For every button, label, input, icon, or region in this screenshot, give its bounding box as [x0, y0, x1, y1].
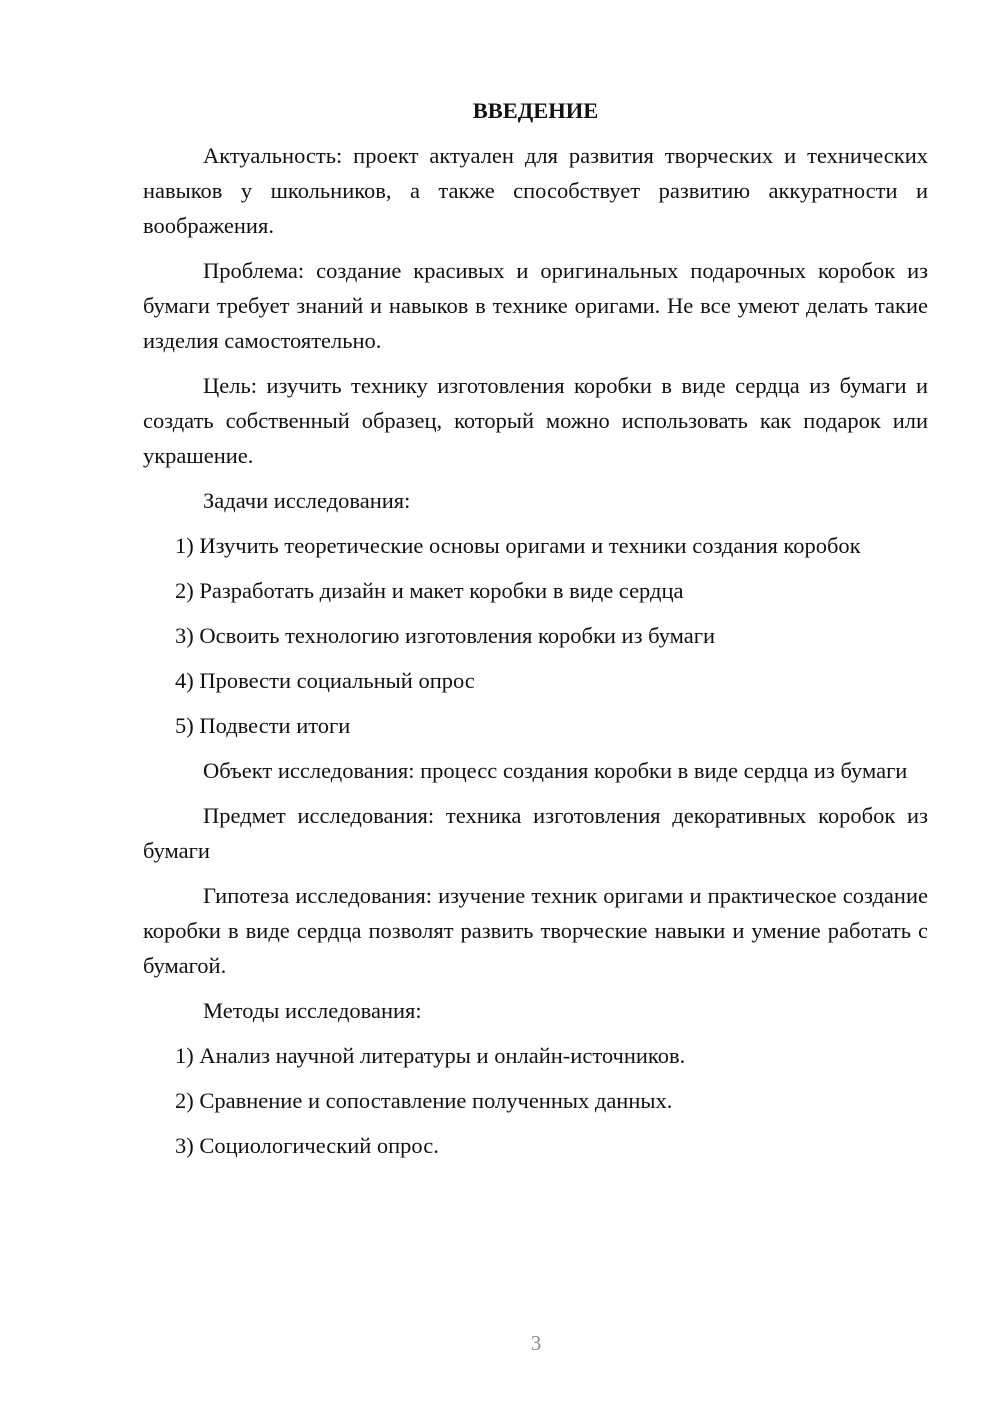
method-item: 3) Социологический опрос. — [175, 1133, 439, 1158]
relevance-paragraph: Актуальность: проект актуален для развития творческих и технических навыков у школьников, а также способствует развитию аккуратности и воображения. — [143, 143, 928, 238]
task-item: 3) Освоить технологию изготовления коробки из бумаги — [175, 623, 715, 648]
subject-paragraph: Предмет исследования: техника изготовления декоративных коробок из бумаги — [143, 803, 928, 863]
page-number: 3 — [530, 1331, 542, 1355]
section-heading: ВВЕДЕНИЕ — [472, 98, 599, 123]
methods-title: Методы исследования: — [203, 998, 422, 1023]
task-item: 2) Разработать дизайн и макет коробки в виде сердца — [175, 578, 684, 603]
tasks-title: Задачи исследования: — [203, 488, 411, 513]
object-paragraph: Объект исследования: процесс создания коробки в виде сердца из бумаги — [203, 758, 908, 783]
task-item: 5) Подвести итоги — [175, 713, 351, 738]
task-item: 4) Провести социальный опрос — [175, 668, 475, 693]
hypothesis-paragraph: Гипотеза исследования: изучение техник оригами и практическое создание коробки в виде сердца позволят развить творческие навыки и умение работать с бумагой. — [143, 883, 928, 978]
page-content — [143, 93, 928, 1173]
method-item: 2) Сравнение и сопоставление полученных данных. — [175, 1088, 673, 1113]
task-item: 1) Изучить теоретические основы оригами и техники создания коробок — [175, 533, 861, 558]
problem-paragraph: Проблема: создание красивых и оригинальных подарочных коробок из бумаги требует знаний и навыков в технике оригами. Не все умеют делать такие изделия самостоятельно. — [143, 258, 928, 353]
goal-paragraph: Цель: изучить технику изготовления коробки в виде сердца из бумаги и создать собственный образец, который можно использовать как подарок или украшение. — [143, 373, 928, 468]
method-item: 1) Анализ научной литературы и онлайн-источников. — [175, 1043, 686, 1068]
